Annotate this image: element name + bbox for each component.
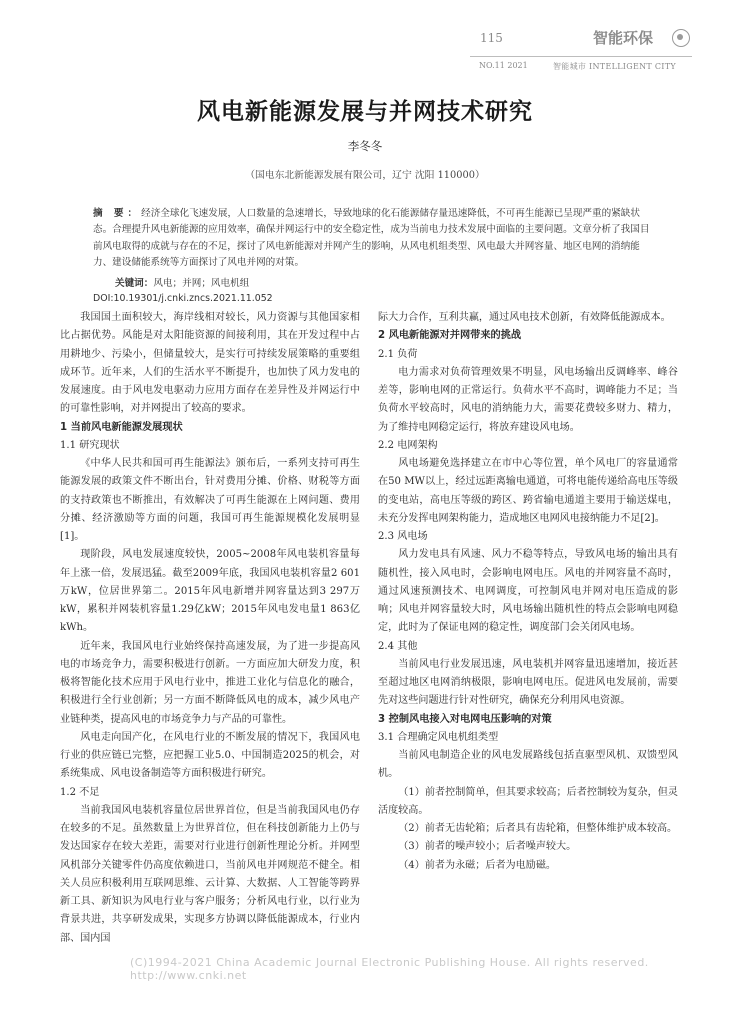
issue-label: NO.11 2021 [479, 61, 528, 70]
section-heading: 3 控制风电接入对电网电压影响的对策 [378, 713, 552, 725]
brand-logo-icon [672, 29, 690, 47]
subsection-heading: 2.4 其他 [378, 640, 418, 652]
list-item: （1）前者控制简单，但其要求较高；后者控制较为复杂，但灵活度较高。 [378, 786, 678, 816]
journal-brand: 智能环保 [593, 29, 654, 47]
paragraph: 我国国土面积较大，海岸线相对较长，风力资源与其他国家相比占据优势。风能是对太阳能资源的间接利用，其在开发过程中占用耕地少、污染小，但储量较大，是实行可持续发展策略的重要组成环节。近年来，人们的生活水平不断提升，也加快了风力发电的发展速度。由于风电发电驱动力应用方面存在差异性及并网运行中的可靠性影响，对并网提出了较高的要求。 [60, 312, 360, 415]
body-column-right [378, 309, 678, 875]
paragraph: 近年来，我国风电行业始终保持高速发展，为了进一步提高风电的市场竞争力，需要积极进行创新。一方面应加大研发力度，积极将智能化技术应用于风电行业中，推进工业化与信息化的融合，积极进行全行业创新；另一方面不断降低风电的成本，减少风电产业链种类，提高风电的市场竞争力与产品的可靠性。 [60, 640, 360, 725]
paragraph: 风力发电具有风速、风力不稳等特点，导致风电场的输出具有随机性，接入风电时，会影响电网电压。风电的并网容量不高时，通过风速预测技术、电网调度，可控制风电并网对电压造成的影响；风电并网容量较大时，风电场输出随机性的特点会影响电网稳定，此时为了保证电网的稳定性，调度部门会关闭风电场。 [378, 549, 678, 634]
paragraph: 当前我国风电装机容量位居世界首位，但是当前我国风电仍存在较多的不足。虽然数量上为世界首位，但在科技创新能力上仍与发达国家存在较大差距，需要对行业进行创新性理论分析。并网型风机部分关键零件仍高度依赖进口，当前风电并网规范不健全。相关人员应积极利用互联网思维、云计算、大数据、人工智能等跨界新工具、新知识为风电行业与客户服务；分析风电行业，以行业为背景共进，共享研发成果，实现多方协调以降低能源成本，行业内部、国内国 [60, 804, 360, 944]
keywords [115, 275, 249, 289]
abstract [93, 206, 653, 272]
author-affiliation: （国电东北新能源发展有限公司，辽宁 沈阳 110000） [245, 170, 485, 181]
header-divider [470, 56, 692, 57]
abstract-text: 经济全球化飞速发展，人口数量的急速增长，导致地球的化石能源储存量迅速降低，不可再生能源已呈现严重的紧缺状态。合理提升风电新能源的应用效率，确保并网运行中的安全稳定性，成为当前电力技术发展中面临的主要问题。文章分析了我国目前风电取得的成就与存在的不足，探讨了风电新能源对并网产生的影响，从风电机组类型、风电最大并网容量、地区电网的消纳能力、建设储能系统等方面探讨了风电并网的对策。 [93, 208, 650, 269]
paragraph: 风电走向国产化，在风电行业的不断发展的情况下，我国风电行业的供应链已完整，应把握工业5.0、中国制造2025的机会，对系统集成、风电设备制造等方面积极进行研究。 [60, 731, 360, 780]
section-heading: 2 风电新能源对并网带来的挑战 [378, 330, 522, 342]
paragraph: 当前风电制造企业的风电发展路线包括直驱型风机、双馈型风机。 [378, 750, 678, 780]
page-number: 115 [480, 31, 503, 45]
list-item: （3）前者的噪声较小；后者噪声较大。 [398, 841, 577, 853]
paragraph: 际大力合作，互利共赢，通过风电技术创新，有效降低能源成本。 [378, 312, 671, 323]
subsection-heading: 1.2 不足 [60, 786, 100, 798]
paragraph: 现阶段，风电发展速度较快，2005~2008年风电装机容量每年上涨一倍，发展迅猛。截至2009年底，我国风电装机容量2 601万kW，位居世界第二。2015年风电新增并网容量达到3 297万kW，累积并网装机容量1.29亿kW；2015年风电发电量1 863亿kWh。 [60, 549, 360, 634]
article-title: 风电新能源发展与并网技术研究 [197, 99, 533, 125]
abstract-label: 摘 要： [93, 208, 142, 219]
body-column-left [60, 309, 360, 948]
list-item: （4）前者为永磁；后者为电励磁。 [398, 859, 557, 871]
subsection-heading: 2.3 风电场 [378, 531, 428, 542]
journal-column-name: 智能城市 INTELLIGENT CITY [553, 62, 676, 71]
article-author: 李冬冬 [347, 139, 383, 153]
subsection-heading: 2.2 电网架构 [378, 439, 438, 451]
section-heading: 1 当前风电新能源发展现状 [60, 421, 183, 433]
paragraph: 当前风电行业发展迅速，风电装机并网容量迅速增加，接近甚至超过地区电网消纳极限，影响电网电压。促进风电发展前，需要先对这些问题进行针对性研究，确保充分利用风电资源。 [378, 658, 678, 707]
paragraph: 电力需求对负荷管理效果不明显，风电场输出反调峰率、峰谷差等，影响电网的正常运行。负荷水平不高时，调峰能力不足；当负荷水平较高时，风电的消纳能力大，需要花费较多财力、精力，为了维持电网稳定运行，将放弃建设风电场。 [378, 366, 678, 433]
subsection-heading: 2.1 负荷 [378, 348, 418, 360]
copyright-watermark: (C)1994-2021 China Academic Journal Electronic Publishing House. All rights reserved. http://www.cnki.net [130, 956, 649, 982]
subsection-heading: 1.1 研究现状 [60, 439, 120, 451]
keywords-text: 风电；并网；风电机组 [153, 278, 250, 289]
doi: DOI:10.19301/j.cnki.zncs.2021.11.052 [93, 293, 273, 304]
paragraph: 风电场避免选择建立在市中心等位置，单个风电厂的容量通常在50 MW以上，经过远距离输电通道，可将电能传递给高电压等级的变电站，高电压等级的跨区、跨省输电通道主要用于输送煤电，未充分发挥电网架构能力，造成地区电网风电接纳能力不足[2]。 [378, 458, 678, 524]
subsection-heading: 3.1 合理确定风电机组类型 [378, 731, 499, 743]
list-item: （2）前者无齿轮箱；后者具有齿轮箱，但整体维护成本较高。 [398, 823, 678, 834]
paragraph: 《中华人民共和国可再生能源法》颁布后，一系列支持可再生能源发展的政策文件不断出台，针对费用分摊、价格、财税等方面的支持政策也不断推出，有效解决了可再生能源在上网问题、费用分摊、经济激励等方面的问题，我国可再生能源规模化发展明显[1]。 [60, 458, 360, 542]
keywords-label: 关键词： [115, 278, 154, 289]
